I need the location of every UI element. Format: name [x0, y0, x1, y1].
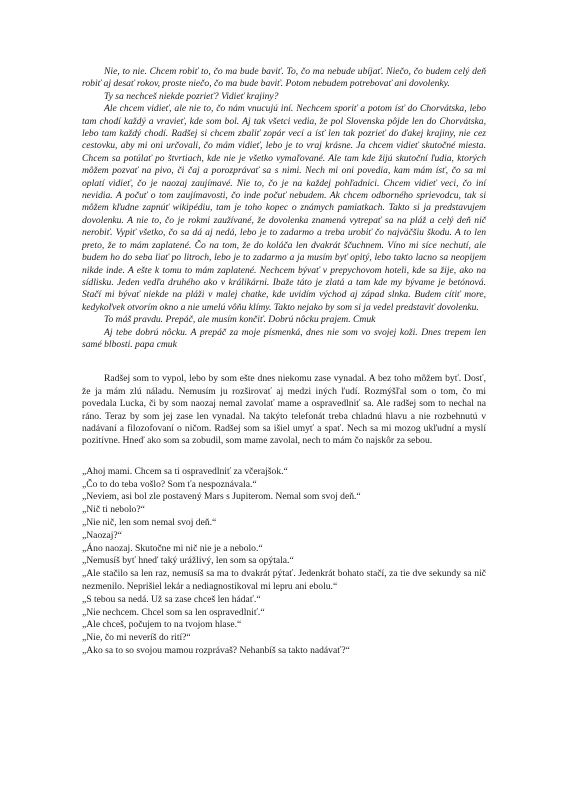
dialogue-line: „Ale stačilo sa len raz, nemusíš sa ma to dvakrát pýtať. Jedenkrát bohato stačí, za tie dve sekundy sa nič nezmenilo. Neprišiel lekár a nediagnostikoval mi lepru ani ebolu.“: [82, 568, 486, 592]
narration-paragraph: Radšej som to vypol, lebo by som ešte dnes niekomu zase vynadal. A bez toho môžem byť. Dosť, že ja mám zlú náladu. Nemusím ju rozširovať aj medzi iných ľudí. Rozmýšľal som o tom, čo mi povedala Lucka, či by som naozaj nemal zavolať mame a ospravedlniť sa. Ale radšej som to nechal na ráno. Teraz by som jej zase len vynadal. Na takýto telefonát treba chladnú hlavu a nie rozbehnutú v nadávaní a filozofovaní o ničom. Radšej som sa išiel umyť a spať. Nech sa mi mozog ukľudní a myslí pozitívne. Hneď ako som sa zobudil, som mame zavolal, nech to mám čo najskôr za sebou.: [82, 373, 486, 447]
dialogue-line: „Nie nechcem. Chcel som sa len ospravedlniť.“: [82, 606, 265, 618]
letter-section: [82, 66, 486, 351]
dialogue-section: [82, 466, 486, 658]
dialogue-line: „S tebou sa nedá. Už sa zase chceš len hádať.“: [82, 593, 261, 605]
dialogue-line: „Neviem, asi bol zle postavený Mars s Jupiterom. Nemal som svoj deň.“: [82, 491, 361, 503]
dialogue-line: „Nič ti nebolo?“: [82, 504, 145, 516]
letter-paragraph-2: Ty sa nechceš niekde pozrieť? Vidieť krajiny?: [104, 90, 279, 102]
dialogue-line: „Nie nič, len som nemal svoj deň.“: [82, 516, 217, 528]
letter-paragraph-1: Nie, to nie. Chcem robiť to, čo ma bude baviť. To, čo ma nebude ubíjať. Niečo, čo budem celý deň robiť aj desať rokov, proste niečo, čo ma bude baviť. Potom nebudem potrebovať ani dovolenky.: [82, 66, 486, 90]
dialogue-line: „Áno naozaj. Skutočne mi nič nie je a nebolo.“: [82, 542, 263, 554]
dialogue-line: „Naozaj?“: [82, 529, 122, 541]
dialogue-line: „Ale chceš, počujem to na tvojom hlase.“: [82, 619, 242, 631]
dialogue-line: „Čo to do teba vošlo? Som ťa nespoznávala.“: [82, 478, 257, 490]
spacer: [82, 351, 486, 373]
dialogue-line: „Nie, čo mi neveríš do rití?“: [82, 632, 191, 644]
letter-paragraph-4: To máš pravdu. Prepáč, ale musím končiť. Dobrú nôcku prajem. Cmuk: [104, 314, 376, 326]
letter-paragraph-5: Aj tebe dobrú nôcku. A prepáč za moje písmenká, dnes nie som vo svojej koži. Dnes trepem len samé blbosti. papa cmuk: [82, 326, 486, 350]
letter-paragraph-3: Ale chcem vidieť, ale nie to, čo nám vnucujú iní. Nechcem sporiť a potom ísť do Chorvátska, lebo tam chodí každý a vravieť, kde som bol. Aj tak všetci vedia, že pol Slovenska pôjde len do Chorvátska, lebo tam každý chodí. Radšej si chcem zbaliť zopár vecí a ísť len tak pozrieť do ďakej krajiny, nie cez cestovku, aby mi oni určovali, čo mám vidieť, lebo je to vraj krásne. Ja chcem vidieť skutočné miesta. Chcem sa potúlať po štvrtiach, kde nie je všetko vymaľované. Ale tam kde žijú skutoční ľudia, ktorých môžem pozvať na pivo, či čaj a porozprávať sa s nimi. Nech mi oni povedia, kam mám ísť, čo sa mi oplatí vidieť, čo je naozaj zaujímavé. Nie to, čo je na každej pohľadnici. Chcem vidieť veci, čo iní nevidia. A počuť o tom zaujímavosti, čo inde počuť nebudem. Ak chcem odborného sprievodcu, tak si môžem kľudne zapnúť wikipédiu, tam je toho kopec o známych pamiatkach. Takto si ja predstavujem dovolenku. A nie to, čo je rokmi zaužívané, že dovolenka znamená vytrepať sa na pláž a celý deň nič nerobiť. Vypiť všetko, čo sa dá aj nedá, lebo je to zadarmo a treba urobiť čo najväčšiu škodu. A to len preto, že to mám zaplatené. Čo na tom, že do koláča len dvakrát ščuchnem. Víno mi síce nechutí, ale budem ho do seba liať po litroch, lebo je to zadarmo a ja musím byť opitý, lebo takto lacno sa neopijem nikde inde. A ešte k tomu to mám zaplatené. Nechcem bývať v prepychovom hoteli, kde sa žije, ako na sídlisku. Jeden vedľa druhého ako v králikárni. Ibaže táto je zlatá a tam kde my bývame je betónová. Stačí mi bývať niekde na pláži v malej chatke, kde uvidím východ aj západ slnka. Budem cítiť more, kedykoľvek otvorím okno a nie umelú vôňu klímy. Takto nejako by som si ja vedel predstaviť dovolenku.: [82, 103, 486, 313]
document-page: [82, 66, 486, 658]
spacer: [82, 448, 486, 466]
dialogue-line: „Ahoj mami. Chcem sa ti ospravedlniť za včerajšok.“: [82, 465, 288, 477]
dialogue-line: „Nemusíš byť hneď taký urážlivý, len som sa opýtala.“: [82, 555, 294, 567]
dialogue-line: „Ako sa to so svojou mamou rozprávaš? Nehanbíš sa takto nadávať?“: [82, 644, 350, 656]
